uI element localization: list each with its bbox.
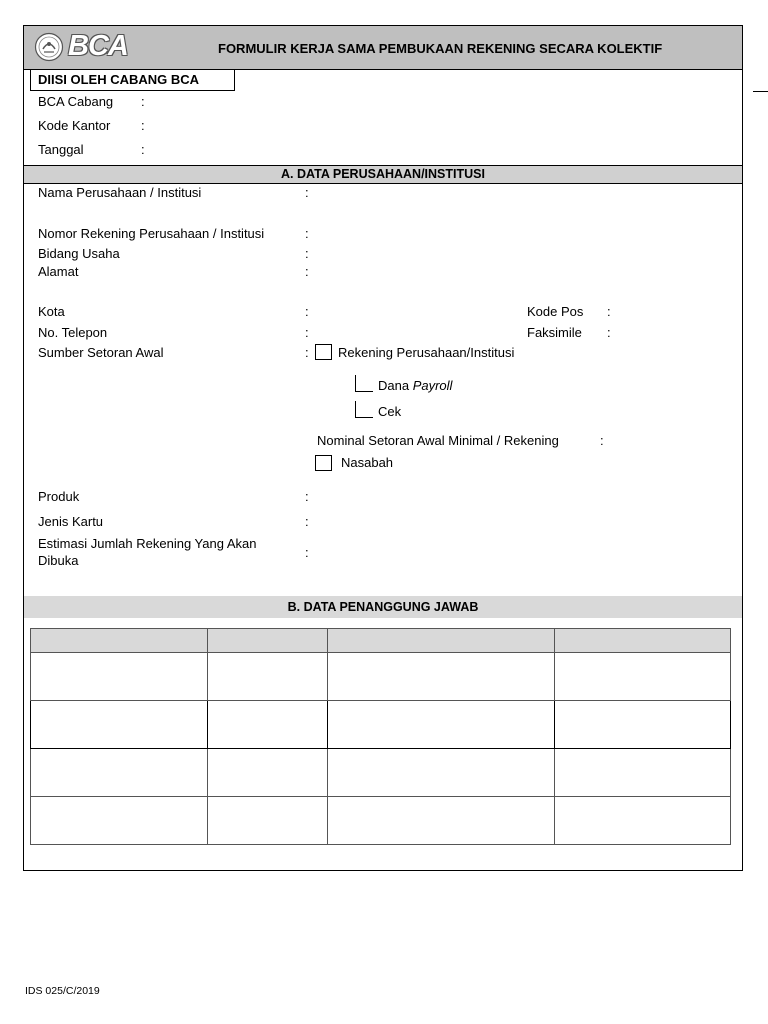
bca-emblem-icon <box>34 32 64 62</box>
table-cell[interactable] <box>555 797 731 845</box>
bca-logo <box>34 31 138 63</box>
table-cell[interactable] <box>31 653 208 701</box>
table-cell[interactable] <box>327 749 555 797</box>
card-type-label: Jenis Kartu <box>38 514 104 529</box>
bca-branch-colon: : <box>141 94 145 109</box>
business-field-label: Bidang Usaha <box>38 246 120 261</box>
bca-logo-text: BCA <box>68 30 128 62</box>
margin-mark <box>753 91 768 92</box>
nominal-colon: : <box>600 433 604 448</box>
section-b-title: B. DATA PENANGGUNG JAWAB <box>24 596 742 618</box>
cek-checkbox[interactable] <box>355 401 373 418</box>
table-cell[interactable] <box>555 653 731 701</box>
product-label: Produk <box>38 489 80 504</box>
table-row <box>31 701 731 749</box>
estimate-colon: : <box>305 545 309 560</box>
table-cell[interactable] <box>555 749 731 797</box>
responsible-party-table <box>30 628 731 845</box>
card-type-colon: : <box>305 514 309 529</box>
deposit-source-label: Sumber Setoran Awal <box>38 345 164 360</box>
table-header-cell <box>555 629 731 653</box>
address-label: Alamat <box>38 264 79 279</box>
payroll-italic: Payroll <box>412 378 453 393</box>
table-cell[interactable] <box>31 797 208 845</box>
date-colon: : <box>141 142 145 157</box>
payroll-option <box>378 378 452 393</box>
company-account-checkbox[interactable] <box>315 344 332 360</box>
cek-option: Cek <box>378 404 402 419</box>
table-header-cell <box>31 629 208 653</box>
table-row <box>31 653 731 701</box>
table-header-cell <box>327 629 555 653</box>
table-header-row <box>31 629 731 653</box>
phone-label: No. Telepon <box>38 325 108 340</box>
table-header-cell <box>207 629 327 653</box>
account-number-label: Nomor Rekening Perusahaan / Institusi <box>38 226 265 241</box>
payroll-prefix: Dana <box>378 378 413 393</box>
nasabah-checkbox[interactable] <box>315 455 332 471</box>
estimate-label-line2: Dibuka <box>38 553 79 568</box>
business-field-colon: : <box>305 246 309 261</box>
table-row <box>31 797 731 845</box>
table-cell[interactable] <box>327 653 555 701</box>
estimate-label-line1: Estimasi Jumlah Rekening Yang Akan <box>38 536 257 551</box>
nasabah-option: Nasabah <box>341 455 394 470</box>
postal-code-label: Kode Pos <box>527 304 584 319</box>
company-account-option: Rekening Perusahaan/Institusi <box>338 345 515 360</box>
office-code-label: Kode Kantor <box>38 118 111 133</box>
account-number-colon: : <box>305 226 309 241</box>
table-cell[interactable] <box>207 653 327 701</box>
company-name-label: Nama Perusahaan / Institusi <box>38 185 202 200</box>
city-label: Kota <box>38 304 65 319</box>
bca-branch-label: BCA Cabang <box>38 94 114 109</box>
form-code: IDS 025/C/2019 <box>25 985 100 997</box>
payroll-checkbox[interactable] <box>355 375 373 392</box>
postal-code-colon: : <box>607 304 611 319</box>
table-cell[interactable] <box>31 749 208 797</box>
deposit-source-colon: : <box>305 345 309 360</box>
branch-section-label: DIISI OLEH CABANG BCA <box>38 72 200 87</box>
table-cell[interactable] <box>555 701 731 749</box>
company-name-colon: : <box>305 185 309 200</box>
fax-colon: : <box>607 325 611 340</box>
table-cell[interactable] <box>207 749 327 797</box>
table-cell[interactable] <box>31 701 208 749</box>
phone-colon: : <box>305 325 309 340</box>
table-cell[interactable] <box>207 797 327 845</box>
form-title: FORMULIR KERJA SAMA PEMBUKAAN REKENING SECARA KOLEKTIF <box>218 41 663 56</box>
table-row <box>31 749 731 797</box>
address-colon: : <box>305 264 309 279</box>
city-colon: : <box>305 304 309 319</box>
product-colon: : <box>305 489 309 504</box>
section-a-title: A. DATA PERUSAHAAN/INSTITUSI <box>24 165 742 184</box>
date-label: Tanggal <box>38 142 84 157</box>
fax-label: Faksimile <box>527 325 582 340</box>
nominal-label: Nominal Setoran Awal Minimal / Rekening <box>317 433 559 448</box>
table-cell[interactable] <box>207 701 327 749</box>
table-cell[interactable] <box>327 701 555 749</box>
office-code-colon: : <box>141 118 145 133</box>
table-cell[interactable] <box>327 797 555 845</box>
